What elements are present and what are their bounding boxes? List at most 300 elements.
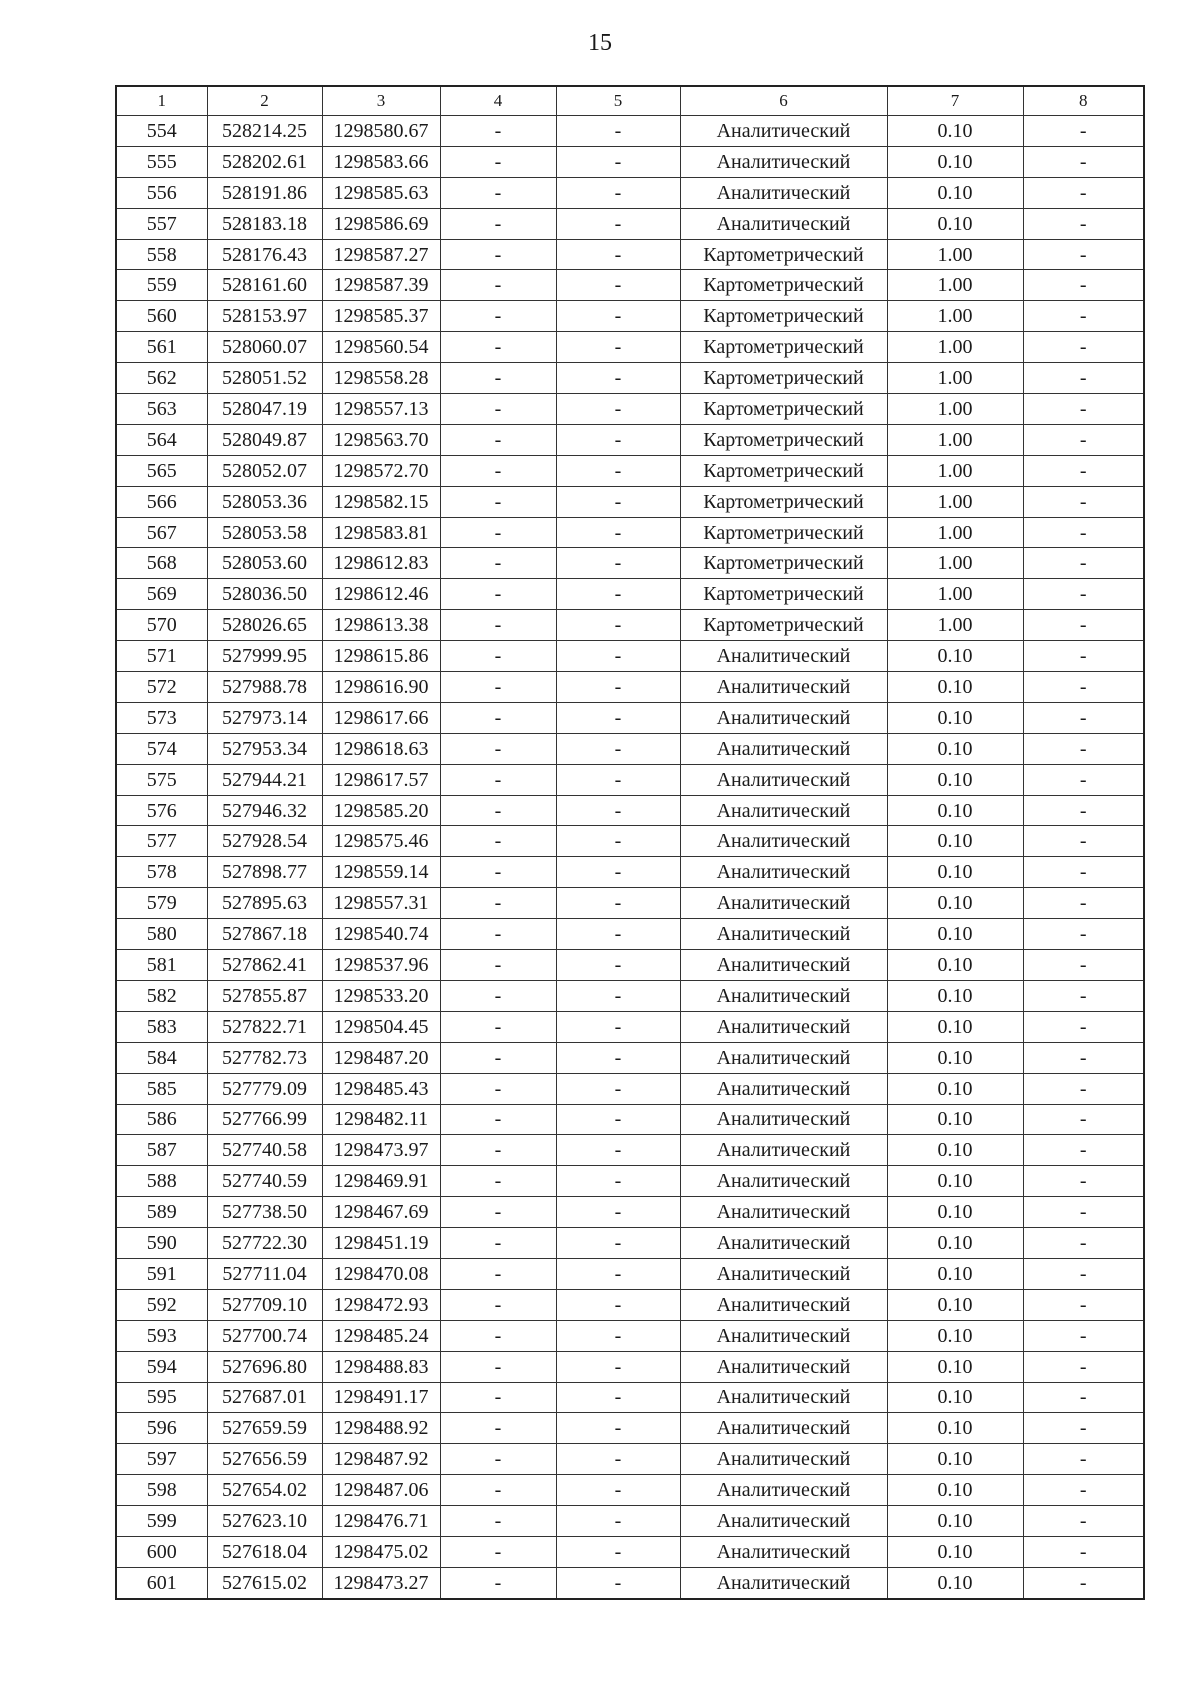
cell-col-8: - [1023,1382,1144,1413]
cell-col-8: - [1023,1444,1144,1475]
cell-col-8: - [1023,1475,1144,1506]
cell-precision: 0.10 [887,733,1023,764]
cell-precision: 0.10 [887,1351,1023,1382]
cell-col-4: - [440,363,556,394]
cell-coord-y: 1298585.20 [322,795,440,826]
cell-precision: 0.10 [887,177,1023,208]
cell-coord-x: 527822.71 [207,1011,322,1042]
column-header: 2 [207,86,322,116]
cell-coord-y: 1298617.66 [322,702,440,733]
cell-coord-x: 527855.87 [207,980,322,1011]
cell-point-number: 564 [116,424,207,455]
cell-col-8: - [1023,1567,1144,1598]
cell-coord-x: 528036.50 [207,579,322,610]
cell-coord-y: 1298485.43 [322,1073,440,1104]
table-row [116,1104,1144,1135]
table-row [116,239,1144,270]
cell-point-number: 565 [116,455,207,486]
cell-coord-y: 1298585.63 [322,177,440,208]
cell-col-5: - [556,1444,680,1475]
table-row [116,672,1144,703]
cell-col-4: - [440,610,556,641]
cell-col-5: - [556,702,680,733]
cell-method: Аналитический [680,1228,887,1259]
cell-method: Картометрический [680,517,887,548]
table-row [116,1536,1144,1567]
cell-coord-y: 1298580.67 [322,116,440,147]
cell-col-8: - [1023,486,1144,517]
cell-col-5: - [556,363,680,394]
cell-method: Аналитический [680,1135,887,1166]
cell-method: Аналитический [680,1289,887,1320]
cell-col-4: - [440,1475,556,1506]
cell-col-8: - [1023,733,1144,764]
table-row [116,455,1144,486]
cell-col-8: - [1023,301,1144,332]
cell-method: Аналитический [680,764,887,795]
cell-point-number: 559 [116,270,207,301]
cell-method: Аналитический [680,826,887,857]
table-row [116,579,1144,610]
cell-method: Картометрический [680,239,887,270]
cell-coord-y: 1298469.91 [322,1166,440,1197]
table-row [116,1382,1144,1413]
cell-method: Картометрический [680,301,887,332]
cell-col-8: - [1023,177,1144,208]
cell-col-8: - [1023,270,1144,301]
cell-coord-x: 527944.21 [207,764,322,795]
cell-col-5: - [556,239,680,270]
cell-method: Аналитический [680,146,887,177]
table-row [116,301,1144,332]
cell-col-5: - [556,1258,680,1289]
cell-col-4: - [440,1104,556,1135]
cell-coord-x: 528214.25 [207,116,322,147]
cell-precision: 0.10 [887,1228,1023,1259]
table-row [116,1475,1144,1506]
cell-coord-y: 1298563.70 [322,424,440,455]
cell-col-8: - [1023,919,1144,950]
cell-col-5: - [556,733,680,764]
cell-point-number: 600 [116,1536,207,1567]
cell-coord-y: 1298613.38 [322,610,440,641]
cell-col-5: - [556,1011,680,1042]
cell-coord-y: 1298473.97 [322,1135,440,1166]
cell-method: Аналитический [680,1073,887,1104]
cell-coord-x: 527898.77 [207,857,322,888]
cell-col-4: - [440,394,556,425]
cell-method: Аналитический [680,1320,887,1351]
cell-coord-y: 1298612.46 [322,579,440,610]
cell-point-number: 596 [116,1413,207,1444]
cell-precision: 0.10 [887,1567,1023,1598]
cell-precision: 0.10 [887,1536,1023,1567]
cell-point-number: 567 [116,517,207,548]
cell-precision: 0.10 [887,146,1023,177]
cell-precision: 1.00 [887,548,1023,579]
cell-point-number: 560 [116,301,207,332]
cell-point-number: 594 [116,1351,207,1382]
table-row [116,486,1144,517]
cell-col-5: - [556,826,680,857]
cell-coord-x: 527946.32 [207,795,322,826]
cell-precision: 1.00 [887,239,1023,270]
cell-col-4: - [440,1444,556,1475]
cell-col-4: - [440,1197,556,1228]
cell-col-5: - [556,764,680,795]
cell-precision: 0.10 [887,919,1023,950]
cell-precision: 0.10 [887,795,1023,826]
cell-precision: 0.10 [887,980,1023,1011]
cell-col-8: - [1023,950,1144,981]
cell-coord-x: 527711.04 [207,1258,322,1289]
cell-precision: 0.10 [887,1197,1023,1228]
cell-coord-y: 1298473.27 [322,1567,440,1598]
cell-col-5: - [556,116,680,147]
cell-col-8: - [1023,764,1144,795]
table-row [116,1320,1144,1351]
cell-coord-y: 1298472.93 [322,1289,440,1320]
cell-coord-x: 527867.18 [207,919,322,950]
cell-precision: 0.10 [887,1320,1023,1351]
cell-coord-x: 527618.04 [207,1536,322,1567]
table-row [116,1567,1144,1598]
cell-coord-y: 1298540.74 [322,919,440,950]
cell-precision: 1.00 [887,610,1023,641]
table-row [116,1135,1144,1166]
cell-point-number: 577 [116,826,207,857]
cell-point-number: 570 [116,610,207,641]
cell-col-4: - [440,1351,556,1382]
cell-coord-y: 1298583.81 [322,517,440,548]
cell-coord-x: 527895.63 [207,888,322,919]
cell-col-5: - [556,1289,680,1320]
cell-precision: 1.00 [887,270,1023,301]
cell-method: Аналитический [680,177,887,208]
cell-point-number: 556 [116,177,207,208]
cell-point-number: 578 [116,857,207,888]
cell-coord-x: 528153.97 [207,301,322,332]
cell-col-4: - [440,116,556,147]
table-row [116,980,1144,1011]
cell-col-8: - [1023,702,1144,733]
cell-col-4: - [440,826,556,857]
cell-col-4: - [440,795,556,826]
cell-col-4: - [440,1536,556,1567]
cell-col-4: - [440,733,556,764]
cell-point-number: 555 [116,146,207,177]
cell-col-8: - [1023,363,1144,394]
cell-method: Аналитический [680,672,887,703]
table-row [116,270,1144,301]
cell-col-4: - [440,517,556,548]
cell-point-number: 572 [116,672,207,703]
cell-point-number: 587 [116,1135,207,1166]
cell-col-5: - [556,641,680,672]
cell-coord-x: 527779.09 [207,1073,322,1104]
cell-col-5: - [556,888,680,919]
cell-precision: 1.00 [887,517,1023,548]
cell-col-5: - [556,1197,680,1228]
table-row [116,1258,1144,1289]
table-row [116,1042,1144,1073]
cell-coord-x: 528053.60 [207,548,322,579]
cell-col-4: - [440,641,556,672]
cell-coord-y: 1298586.69 [322,208,440,239]
cell-coord-x: 527862.41 [207,950,322,981]
cell-col-5: - [556,548,680,579]
cell-coord-x: 527928.54 [207,826,322,857]
cell-method: Аналитический [680,1475,887,1506]
column-header: 4 [440,86,556,116]
cell-coord-x: 528161.60 [207,270,322,301]
cell-point-number: 561 [116,332,207,363]
cell-col-5: - [556,795,680,826]
cell-col-8: - [1023,548,1144,579]
table-row [116,1166,1144,1197]
cell-method: Картометрический [680,610,887,641]
cell-col-4: - [440,1073,556,1104]
cell-col-8: - [1023,888,1144,919]
cell-point-number: 586 [116,1104,207,1135]
cell-coord-y: 1298558.28 [322,363,440,394]
cell-precision: 1.00 [887,424,1023,455]
table-row [116,1351,1144,1382]
cell-col-8: - [1023,332,1144,363]
cell-col-5: - [556,146,680,177]
cell-col-8: - [1023,1042,1144,1073]
cell-coord-y: 1298488.83 [322,1351,440,1382]
cell-coord-x: 528191.86 [207,177,322,208]
cell-col-8: - [1023,1197,1144,1228]
cell-precision: 1.00 [887,363,1023,394]
cell-method: Аналитический [680,702,887,733]
cell-col-4: - [440,146,556,177]
cell-point-number: 568 [116,548,207,579]
cell-coord-y: 1298476.71 [322,1506,440,1537]
cell-method: Картометрический [680,548,887,579]
cell-col-5: - [556,980,680,1011]
cell-col-4: - [440,1258,556,1289]
cell-point-number: 571 [116,641,207,672]
cell-coord-x: 527738.50 [207,1197,322,1228]
table-row [116,517,1144,548]
cell-col-4: - [440,857,556,888]
cell-col-5: - [556,1382,680,1413]
cell-col-4: - [440,980,556,1011]
cell-col-5: - [556,1536,680,1567]
cell-col-8: - [1023,672,1144,703]
cell-col-4: - [440,177,556,208]
page-number: 15 [588,30,612,56]
cell-coord-x: 527953.34 [207,733,322,764]
cell-method: Аналитический [680,733,887,764]
cell-col-4: - [440,702,556,733]
table-row [116,641,1144,672]
cell-method: Картометрический [680,270,887,301]
cell-method: Картометрический [680,579,887,610]
table-row [116,795,1144,826]
table-row [116,208,1144,239]
cell-method: Аналитический [680,641,887,672]
cell-precision: 1.00 [887,486,1023,517]
cell-col-5: - [556,1506,680,1537]
cell-col-5: - [556,1135,680,1166]
cell-col-4: - [440,486,556,517]
table-row [116,424,1144,455]
cell-method: Аналитический [680,888,887,919]
cell-col-5: - [556,270,680,301]
cell-point-number: 573 [116,702,207,733]
cell-precision: 0.10 [887,1475,1023,1506]
cell-method: Аналитический [680,1444,887,1475]
column-header: 7 [887,86,1023,116]
cell-col-4: - [440,888,556,919]
cell-point-number: 557 [116,208,207,239]
cell-coord-x: 527973.14 [207,702,322,733]
cell-col-5: - [556,1228,680,1259]
cell-method: Аналитический [680,980,887,1011]
cell-coord-y: 1298487.92 [322,1444,440,1475]
cell-coord-y: 1298475.02 [322,1536,440,1567]
cell-col-4: - [440,1567,556,1598]
cell-coord-x: 527999.95 [207,641,322,672]
cell-method: Аналитический [680,1506,887,1537]
cell-col-4: - [440,548,556,579]
cell-col-8: - [1023,1351,1144,1382]
cell-precision: 0.10 [887,1135,1023,1166]
table-row [116,919,1144,950]
cell-col-5: - [556,579,680,610]
cell-coord-y: 1298451.19 [322,1228,440,1259]
cell-point-number: 569 [116,579,207,610]
column-header: 8 [1023,86,1144,116]
cell-coord-x: 527659.59 [207,1413,322,1444]
cell-method: Аналитический [680,1166,887,1197]
cell-precision: 1.00 [887,332,1023,363]
cell-coord-y: 1298467.69 [322,1197,440,1228]
cell-col-5: - [556,455,680,486]
table-row [116,1197,1144,1228]
cell-point-number: 597 [116,1444,207,1475]
cell-col-4: - [440,270,556,301]
cell-col-5: - [556,1413,680,1444]
cell-col-5: - [556,424,680,455]
cell-precision: 0.10 [887,1413,1023,1444]
header-row [116,86,1144,116]
cell-method: Аналитический [680,1258,887,1289]
cell-method: Аналитический [680,919,887,950]
cell-col-4: - [440,1506,556,1537]
cell-point-number: 601 [116,1567,207,1598]
cell-col-5: - [556,517,680,548]
cell-precision: 1.00 [887,394,1023,425]
cell-point-number: 574 [116,733,207,764]
cell-precision: 0.10 [887,1073,1023,1104]
cell-col-8: - [1023,1506,1144,1537]
column-header: 3 [322,86,440,116]
cell-coord-x: 528053.58 [207,517,322,548]
table-row [116,610,1144,641]
cell-precision: 0.10 [887,116,1023,147]
cell-coord-y: 1298557.31 [322,888,440,919]
cell-method: Аналитический [680,208,887,239]
cell-col-5: - [556,1320,680,1351]
cell-precision: 0.10 [887,1166,1023,1197]
cell-col-5: - [556,208,680,239]
cell-col-8: - [1023,1289,1144,1320]
cell-point-number: 581 [116,950,207,981]
cell-coord-x: 527722.30 [207,1228,322,1259]
cell-col-8: - [1023,1073,1144,1104]
table-row [116,332,1144,363]
cell-point-number: 598 [116,1475,207,1506]
table-header [116,86,1144,116]
cell-coord-y: 1298587.27 [322,239,440,270]
cell-point-number: 558 [116,239,207,270]
cell-col-8: - [1023,579,1144,610]
cell-col-4: - [440,1382,556,1413]
cell-col-8: - [1023,1258,1144,1289]
cell-precision: 0.10 [887,1382,1023,1413]
cell-coord-y: 1298488.92 [322,1413,440,1444]
cell-method: Картометрический [680,363,887,394]
cell-precision: 0.10 [887,857,1023,888]
cell-method: Аналитический [680,116,887,147]
cell-col-8: - [1023,1413,1144,1444]
cell-method: Аналитический [680,857,887,888]
cell-col-4: - [440,208,556,239]
cell-point-number: 599 [116,1506,207,1537]
cell-col-8: - [1023,795,1144,826]
cell-point-number: 588 [116,1166,207,1197]
cell-precision: 0.10 [887,826,1023,857]
cell-col-5: - [556,486,680,517]
cell-col-4: - [440,301,556,332]
cell-method: Аналитический [680,950,887,981]
cell-coord-y: 1298582.15 [322,486,440,517]
cell-precision: 0.10 [887,950,1023,981]
cell-point-number: 566 [116,486,207,517]
cell-coord-y: 1298575.46 [322,826,440,857]
cell-coord-x: 527687.01 [207,1382,322,1413]
cell-point-number: 595 [116,1382,207,1413]
cell-method: Картометрический [680,332,887,363]
table-row [116,394,1144,425]
cell-col-5: - [556,1073,680,1104]
cell-point-number: 579 [116,888,207,919]
table-row [116,116,1144,147]
table-row [116,950,1144,981]
cell-point-number: 580 [116,919,207,950]
cell-col-8: - [1023,857,1144,888]
cell-col-4: - [440,1166,556,1197]
cell-col-5: - [556,301,680,332]
table-row [116,826,1144,857]
table-row [116,1444,1144,1475]
cell-coord-x: 527654.02 [207,1475,322,1506]
table-row [116,146,1144,177]
cell-col-8: - [1023,610,1144,641]
cell-col-5: - [556,177,680,208]
cell-col-8: - [1023,980,1144,1011]
cell-method: Аналитический [680,795,887,826]
cell-point-number: 589 [116,1197,207,1228]
table-row [116,888,1144,919]
cell-coord-y: 1298616.90 [322,672,440,703]
cell-point-number: 575 [116,764,207,795]
cell-coord-x: 528052.07 [207,455,322,486]
